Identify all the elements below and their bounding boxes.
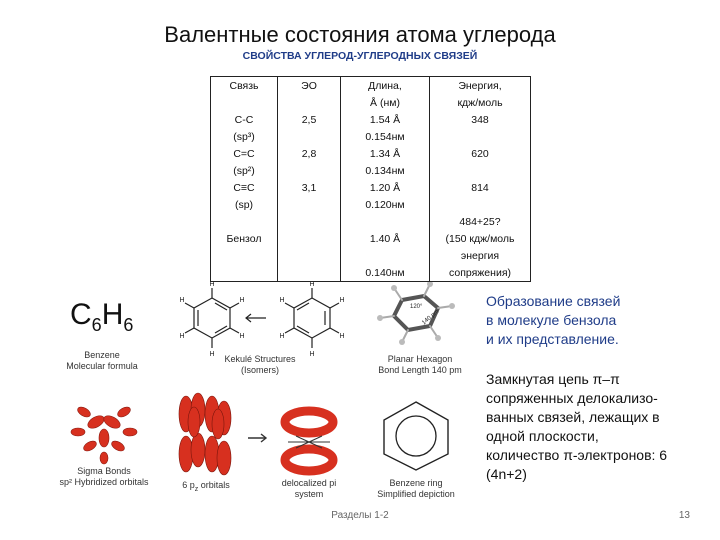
table-cell: 348 [430,111,531,128]
table-row [211,247,531,264]
table-cell: 484+25? [430,213,531,230]
table-row [211,128,531,145]
table-cell: Длина, [341,77,430,95]
hydrogen-atom-label: H [179,333,185,340]
table-row [211,230,531,247]
table-cell: 0.140нм [341,264,430,282]
benzene-caption: Benzene Molecular formula [66,350,138,371]
benzene-ring-simplified [376,398,456,472]
table-cell: 0.120нм [341,196,430,213]
table-cell: (sp²) [211,162,278,179]
table-cell: C=C [211,145,278,162]
table-cell: 1.34 Å [341,145,430,162]
sigma-bond-orbitals [66,398,142,466]
bond-properties-table [210,76,531,282]
kekule-structures [172,280,358,360]
table-row [211,77,531,95]
table-cell [278,128,341,145]
table-cell: 814 [430,179,531,196]
delocalized-caption: delocalized pi system [281,478,337,499]
table-row [211,179,531,196]
table-cell [430,196,531,213]
hydrogen-atom-label: H [279,297,285,304]
table-cell [341,247,430,264]
table-cell: 1.20 Å [341,179,430,196]
pz-orbitals [172,392,240,478]
bond-length-label: 140 pm [421,308,441,327]
table-row [211,94,531,111]
hydrogen-atom-label: H [209,281,215,288]
table-cell: ЭО [278,77,341,95]
table-cell: 2,5 [278,111,341,128]
hydrogen-atom-label: H [339,333,345,340]
table-cell: Связь [211,77,278,95]
table-cell [278,247,341,264]
hydrogen-atom-label: H [339,297,345,304]
table-cell: 1.54 Å [341,111,430,128]
table-cell: сопряжения) [430,264,531,282]
table-cell: 0.154нм [341,128,430,145]
ring-caption: Benzene ring Simplified depiction [377,478,455,499]
page-number: 13 [678,510,690,521]
delocalized-pi-system [276,404,342,480]
slide-title: Валентные состояния атома углерода [164,22,556,47]
table-cell [278,162,341,179]
table-cell: (sp) [211,196,278,213]
hexagon-caption: Planar Hexagon Bond Length 140 pm [378,354,462,375]
planar-hexagon-model [372,282,464,348]
angle-label: 120° [410,304,423,310]
table-cell: Å (нм) [341,94,430,111]
table-cell: 1.40 Å [341,230,430,247]
table-cell: 0.134нм [341,162,430,179]
table-cell [211,213,278,230]
table-cell: энергия [430,247,531,264]
table-row [211,264,531,282]
kekule-caption: Kekulé Structures (Isomers) [224,354,296,375]
table-row [211,145,531,162]
table-row [211,213,531,230]
hydrogen-atom-label: H [309,351,315,358]
right-arrow-icon [246,432,270,444]
table-cell [278,264,341,282]
table-cell: Энергия, [430,77,531,95]
hydrogen-atom-label: H [179,297,185,304]
table-cell: (150 кдж/моль [430,230,531,247]
table-row [211,162,531,179]
footer-section: Разделы 1-2 [331,510,389,521]
hydrogen-atom-label: H [279,333,285,340]
sigma-caption: Sigma Bonds sp² Hybridized orbitals [59,466,149,487]
hydrogen-atom-label: H [309,281,315,288]
conjugation-description-text: Замкнутая цепь π–π сопряженных делокализо- ванных связей, лежащих в одной плоскости, количество π-электронов: 6 (4n+2) [486,371,668,482]
benzene-bond-formation-text: Образование связей в молекуле бензола и их представление. [486,293,621,347]
table-cell [278,213,341,230]
table-cell: 3,1 [278,179,341,196]
table-cell: кдж/моль [430,94,531,111]
table-cell [211,94,278,111]
table-cell [430,128,531,145]
table-cell: 620 [430,145,531,162]
slide-subtitle: СВОЙСТВА УГЛЕРОД-УГЛЕРОДНЫХ СВЯЗЕЙ [242,50,478,62]
table-cell: C≡C [211,179,278,196]
table-cell: 2,8 [278,145,341,162]
table-cell: Бензол [211,230,278,247]
pz-caption: 6 $p_z$ orbitals [182,480,230,493]
table-cell [278,94,341,111]
hydrogen-atom-label: H [239,333,245,340]
table-cell [278,230,341,247]
hydrogen-atom-label: H [239,297,245,304]
table-cell: (sp³) [211,128,278,145]
hydrogen-atom-label: H [209,351,215,358]
table-cell [211,264,278,282]
table-cell [278,196,341,213]
table-row [211,196,531,213]
table-cell [430,162,531,179]
table-row [211,111,531,128]
benzene-formula: $C_6H_6$ [70,298,134,335]
table-cell: C-C [211,111,278,128]
table-cell [341,213,430,230]
table-cell [211,247,278,264]
